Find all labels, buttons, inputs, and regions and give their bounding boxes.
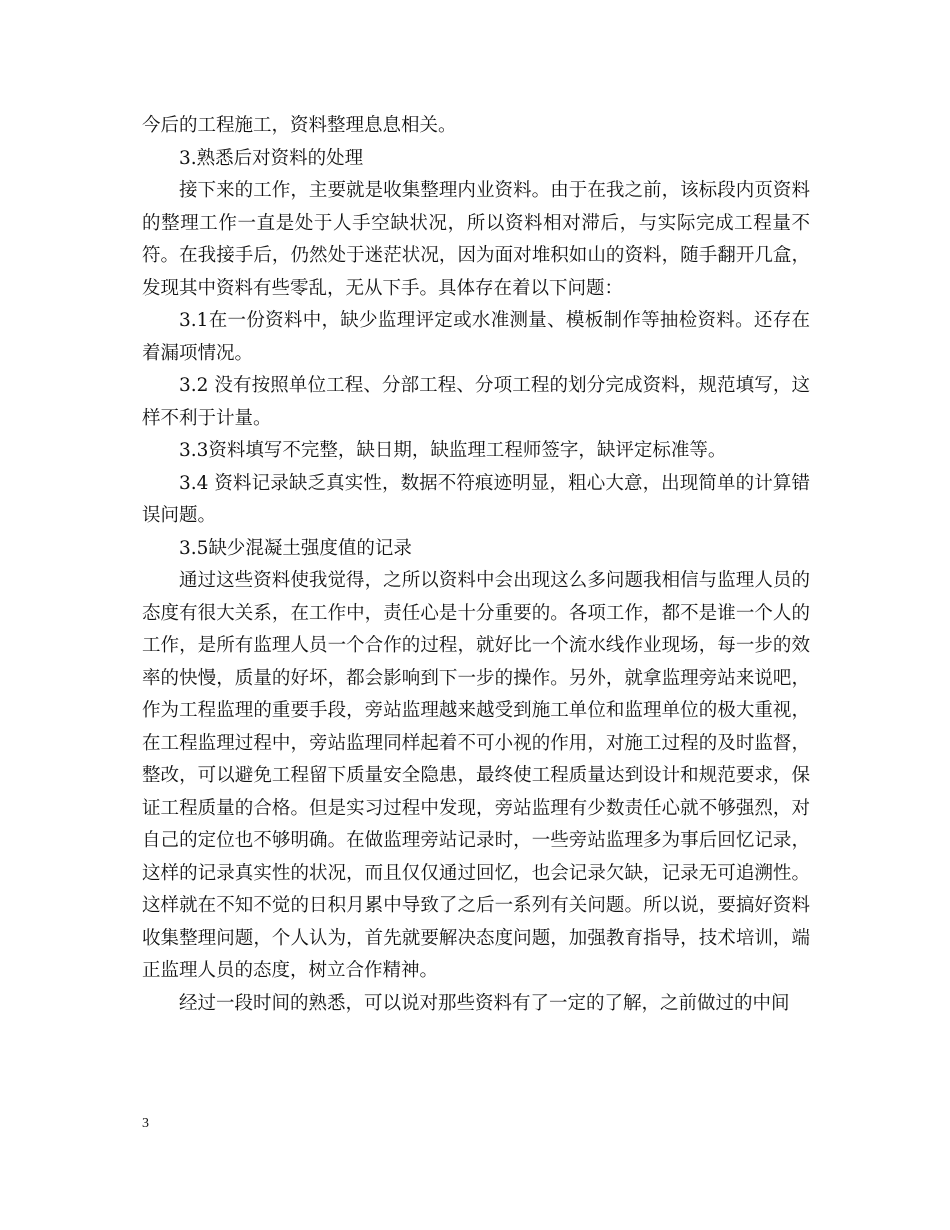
document-body [142, 110, 810, 1020]
issue-item-3-3: 3.3资料填写不完整，缺日期，缺监理工程师签字，缺评定标准等。 [179, 440, 727, 461]
issue-item-3-1: 3.1在一份资料中，缺少监理评定或水准测量、模板制作等抽检资料。还存在着漏项情况。 [142, 310, 810, 364]
section-heading-3: 3.熟悉后对资料的处理 [179, 147, 364, 169]
paragraph-closing: 经过一段时间的熟悉，可以说对那些资料有了一定的了解，之前做过的中间 [179, 992, 790, 1014]
issue-item-3-4: 3.4 资料记录缺乏真实性，数据不符痕迹明显，粗心大意，出现简单的计算错误问题。 [142, 472, 810, 526]
paragraph-analysis: 通过这些资料使我觉得，之所以资料中会出现这么多问题我相信与监理人员的态度有很大关系，在工作中，责任心是十分重要的。各项工作，都不是谁一个人的工作，是所有监理人员一个合作的过程，就好比一个流水线作业现场，每一步的效率的快慢，质量的好坏，都会影响到下一步的操作。另外，就拿监理旁站来说吧，作为工程监理的重要手段，旁站监理越来越受到施工单位和监理单位的极大重视，在工程监理过程中，旁站监理同样起着不可小视的作用，对施工过程的及时监督，整改，可以避免工程留下质量安全隐患，最终使工程质量达到设计和规范要求，保证工程质量的合格。但是实习过程中发现，旁站监理有少数责任心就不够强烈，对自己的定位也不够明确。在做监理旁站记录时，一些旁站监理多为事后回忆记录，这样的记录真实性的状况，而且仅仅通过回忆，也会记录欠缺，记录无可追溯性。这样就在不知不觉的日积月累中导致了之后一系列有关问题。所以说，要搞好资料收集整理问题，个人认为，首先就要解决态度问题，加强教育指导，技术培训，端正监理人员的态度，树立合作精神。 [142, 570, 810, 981]
issue-item-3-2: 3.2 没有按照单位工程、分部工程、分项工程的划分完成资料，规范填写，这样不利于计量。 [142, 375, 810, 429]
paragraph-continuation: 今后的工程施工，资料整理息息相关。 [142, 115, 457, 136]
page-number: 3 [142, 1116, 149, 1131]
paragraph-intro: 接下来的工作，主要就是收集整理内业资料。由于在我之前，该标段内页资料的整理工作一直是处于人手空缺状况，所以资料相对滞后，与实际完成工程量不符。在我接手后，仍然处于迷茫状况，因为面对堆积如山的资料，随手翻开几盒，发现其中资料有些零乱，无从下手。具体存在着以下问题： [142, 180, 810, 299]
issue-item-3-5: 3.5缺少混凝土强度值的记录 [179, 537, 412, 559]
